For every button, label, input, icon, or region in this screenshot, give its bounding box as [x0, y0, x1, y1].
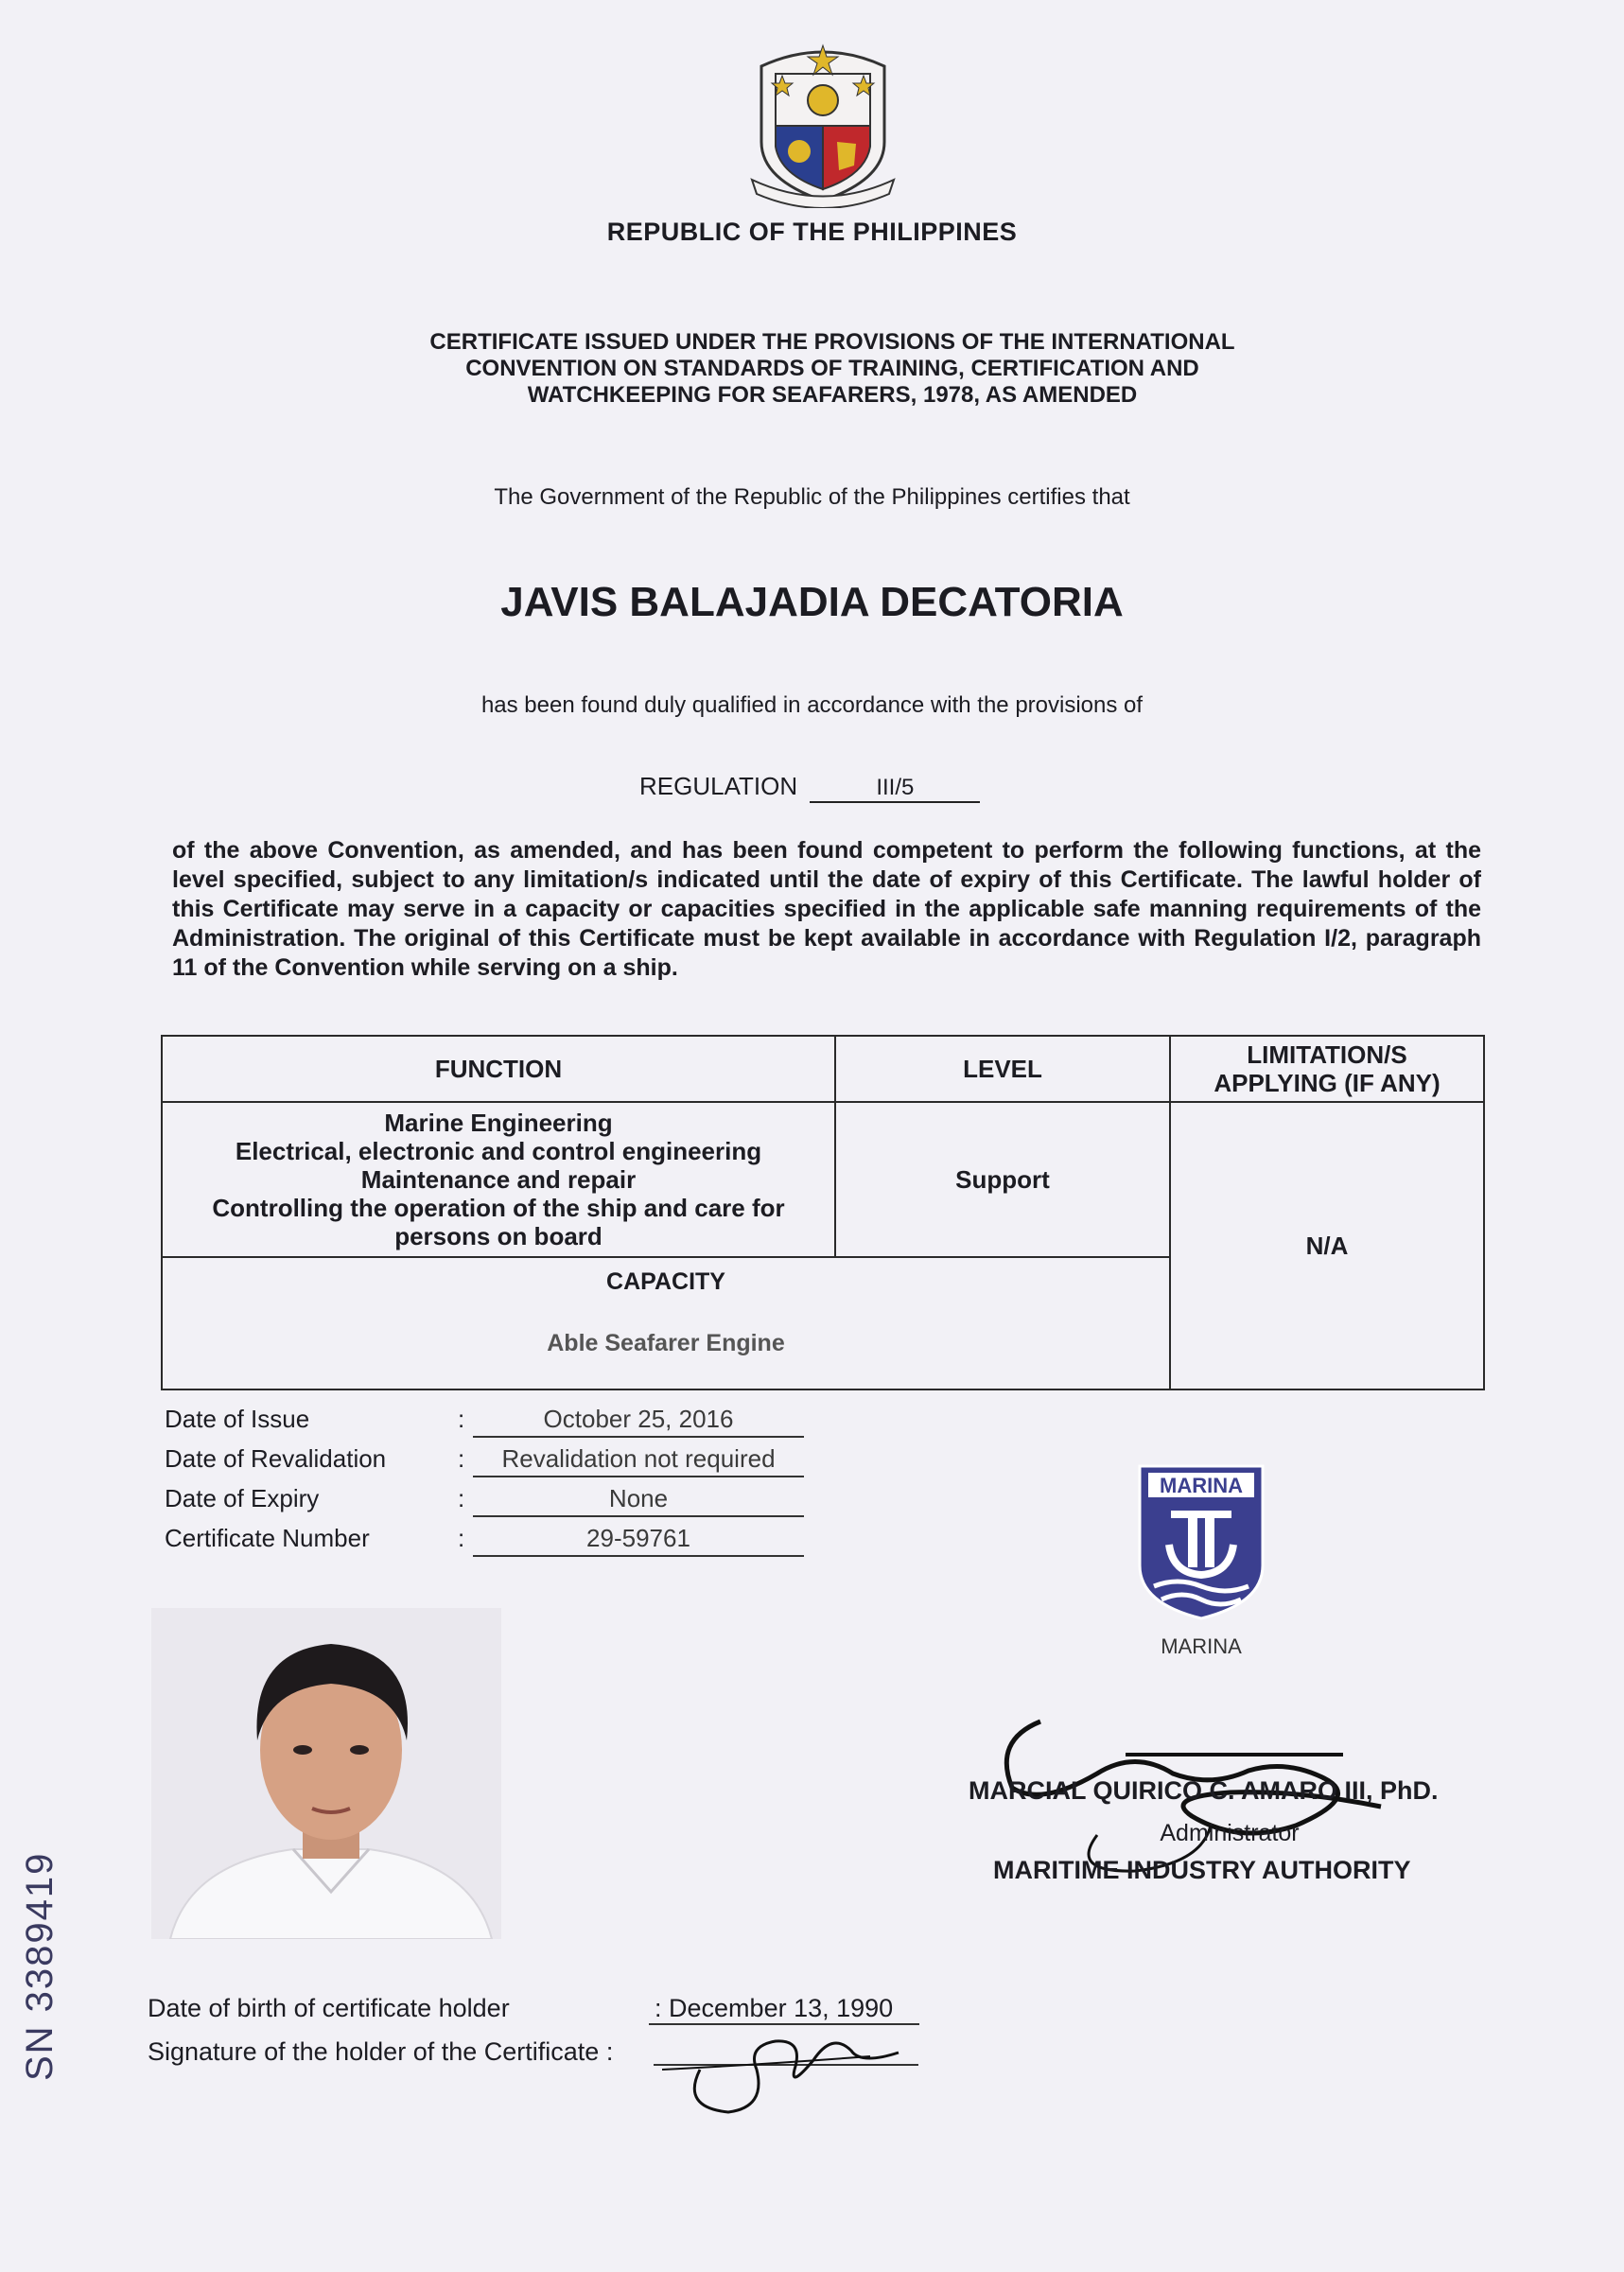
certificate-number-value: 29-59761 — [473, 1524, 804, 1557]
certificate-heading — [312, 329, 1353, 409]
country-heading: REPUBLIC OF THE PHILIPPINES — [606, 218, 1018, 246]
capacity-value: Able Seafarer Engine — [547, 1329, 785, 1356]
marina-logo-text: MARINA — [1160, 1474, 1243, 1497]
limitation-header: LIMITATION/S APPLYING (IF ANY) — [1214, 1040, 1441, 1097]
date-of-issue-value: October 25, 2016 — [473, 1405, 804, 1438]
colon: : — [655, 1994, 662, 2022]
function-item: Maintenance and repair — [360, 1165, 637, 1194]
certificate-number-row — [163, 1524, 825, 1564]
signatory-name: MARCIAL QUIRICO C. AMARO III, PhD. — [969, 1776, 1439, 1805]
colon: : — [605, 2037, 614, 2066]
date-of-expiry-row — [163, 1484, 825, 1524]
function-list — [163, 1103, 834, 1256]
regulation-value: III/5 — [810, 775, 980, 803]
certificate-number-label: Certificate Number — [165, 1524, 370, 1552]
function-header: FUNCTION — [434, 1054, 563, 1083]
colon: : — [458, 1444, 465, 1473]
certificate-heading-line: CERTIFICATE ISSUED UNDER THE PROVISIONS OF THE INTERNATIONAL — [429, 329, 1235, 355]
date-of-issue-row — [163, 1405, 825, 1444]
certificate-heading-line: CONVENTION ON STANDARDS OF TRAINING, CERTIFICATION AND — [465, 356, 1199, 381]
date-of-expiry-label: Date of Expiry — [165, 1484, 320, 1512]
marina-label: MARINA — [1161, 1634, 1242, 1658]
capacity-header: CAPACITY — [606, 1267, 725, 1295]
birth-date-label: Date of birth of certificate holder — [148, 1994, 510, 2022]
function-item: Electrical, electronic and control engineering — [235, 1137, 762, 1165]
holder-signature-label: Signature of the holder of the Certificate — [148, 2037, 600, 2066]
birth-date-row — [148, 1994, 894, 2023]
certificate-heading-line: WATCHKEEPING FOR SEAFARERS, 1978, AS AMENDED — [527, 382, 1138, 408]
signatory-organization: MARITIME INDUSTRY AUTHORITY — [993, 1856, 1411, 1884]
holder-name: JAVIS BALAJADIA DECATORIA — [500, 579, 1124, 625]
colon: : — [458, 1524, 465, 1552]
holder-signature-row — [148, 2037, 613, 2067]
marina-logo-icon — [1135, 1461, 1267, 1622]
birth-date-text: December 13, 1990 — [669, 1994, 894, 2022]
level-value: Support — [955, 1164, 1050, 1194]
functions-table — [161, 1035, 1485, 1390]
holder-photo — [151, 1608, 501, 1939]
signatory-title: Administrator — [1160, 1820, 1300, 1846]
regulation-line — [639, 772, 980, 803]
function-item: Marine Engineering — [384, 1109, 613, 1137]
date-of-issue-label: Date of Issue — [165, 1405, 310, 1433]
limitation-value: N/A — [1305, 1231, 1349, 1260]
philippine-coat-of-arms-icon — [742, 38, 903, 208]
colon: : — [458, 1484, 465, 1512]
date-of-revalidation-row — [163, 1444, 825, 1484]
function-item: Controlling the operation of the ship and care for persons on board — [212, 1194, 785, 1250]
regulation-label: REGULATION — [639, 772, 798, 800]
qualified-statement: has been found duly qualified in accordance with the provisions of — [480, 692, 1144, 718]
level-header: LEVEL — [963, 1054, 1042, 1083]
certifies-intro: The Government of the Republic of the Philippines certifies that — [494, 484, 1130, 510]
colon: : — [458, 1405, 465, 1433]
holder-signature — [662, 2013, 908, 2117]
date-of-revalidation-label: Date of Revalidation — [165, 1444, 387, 1473]
serial-number: SN 3389419 — [19, 1851, 61, 2081]
certificate-body-text: of the above Convention, as amended, and has been found competent to perform the following functions, at the level specified, subject to any limitation/s indicated until the date of expiry of this Certificate. The lawful holder of this Certificate may serve in a capacity or capacities specified in the applicable safe manning requirements of the Administration. The original of this Certificate must be kept available in accordance with Regulation I/2, paragraph 11 of the Convention while serving on a ship. — [172, 837, 1481, 981]
date-of-revalidation-value: Revalidation not required — [473, 1444, 804, 1477]
date-of-expiry-value: None — [473, 1484, 804, 1517]
